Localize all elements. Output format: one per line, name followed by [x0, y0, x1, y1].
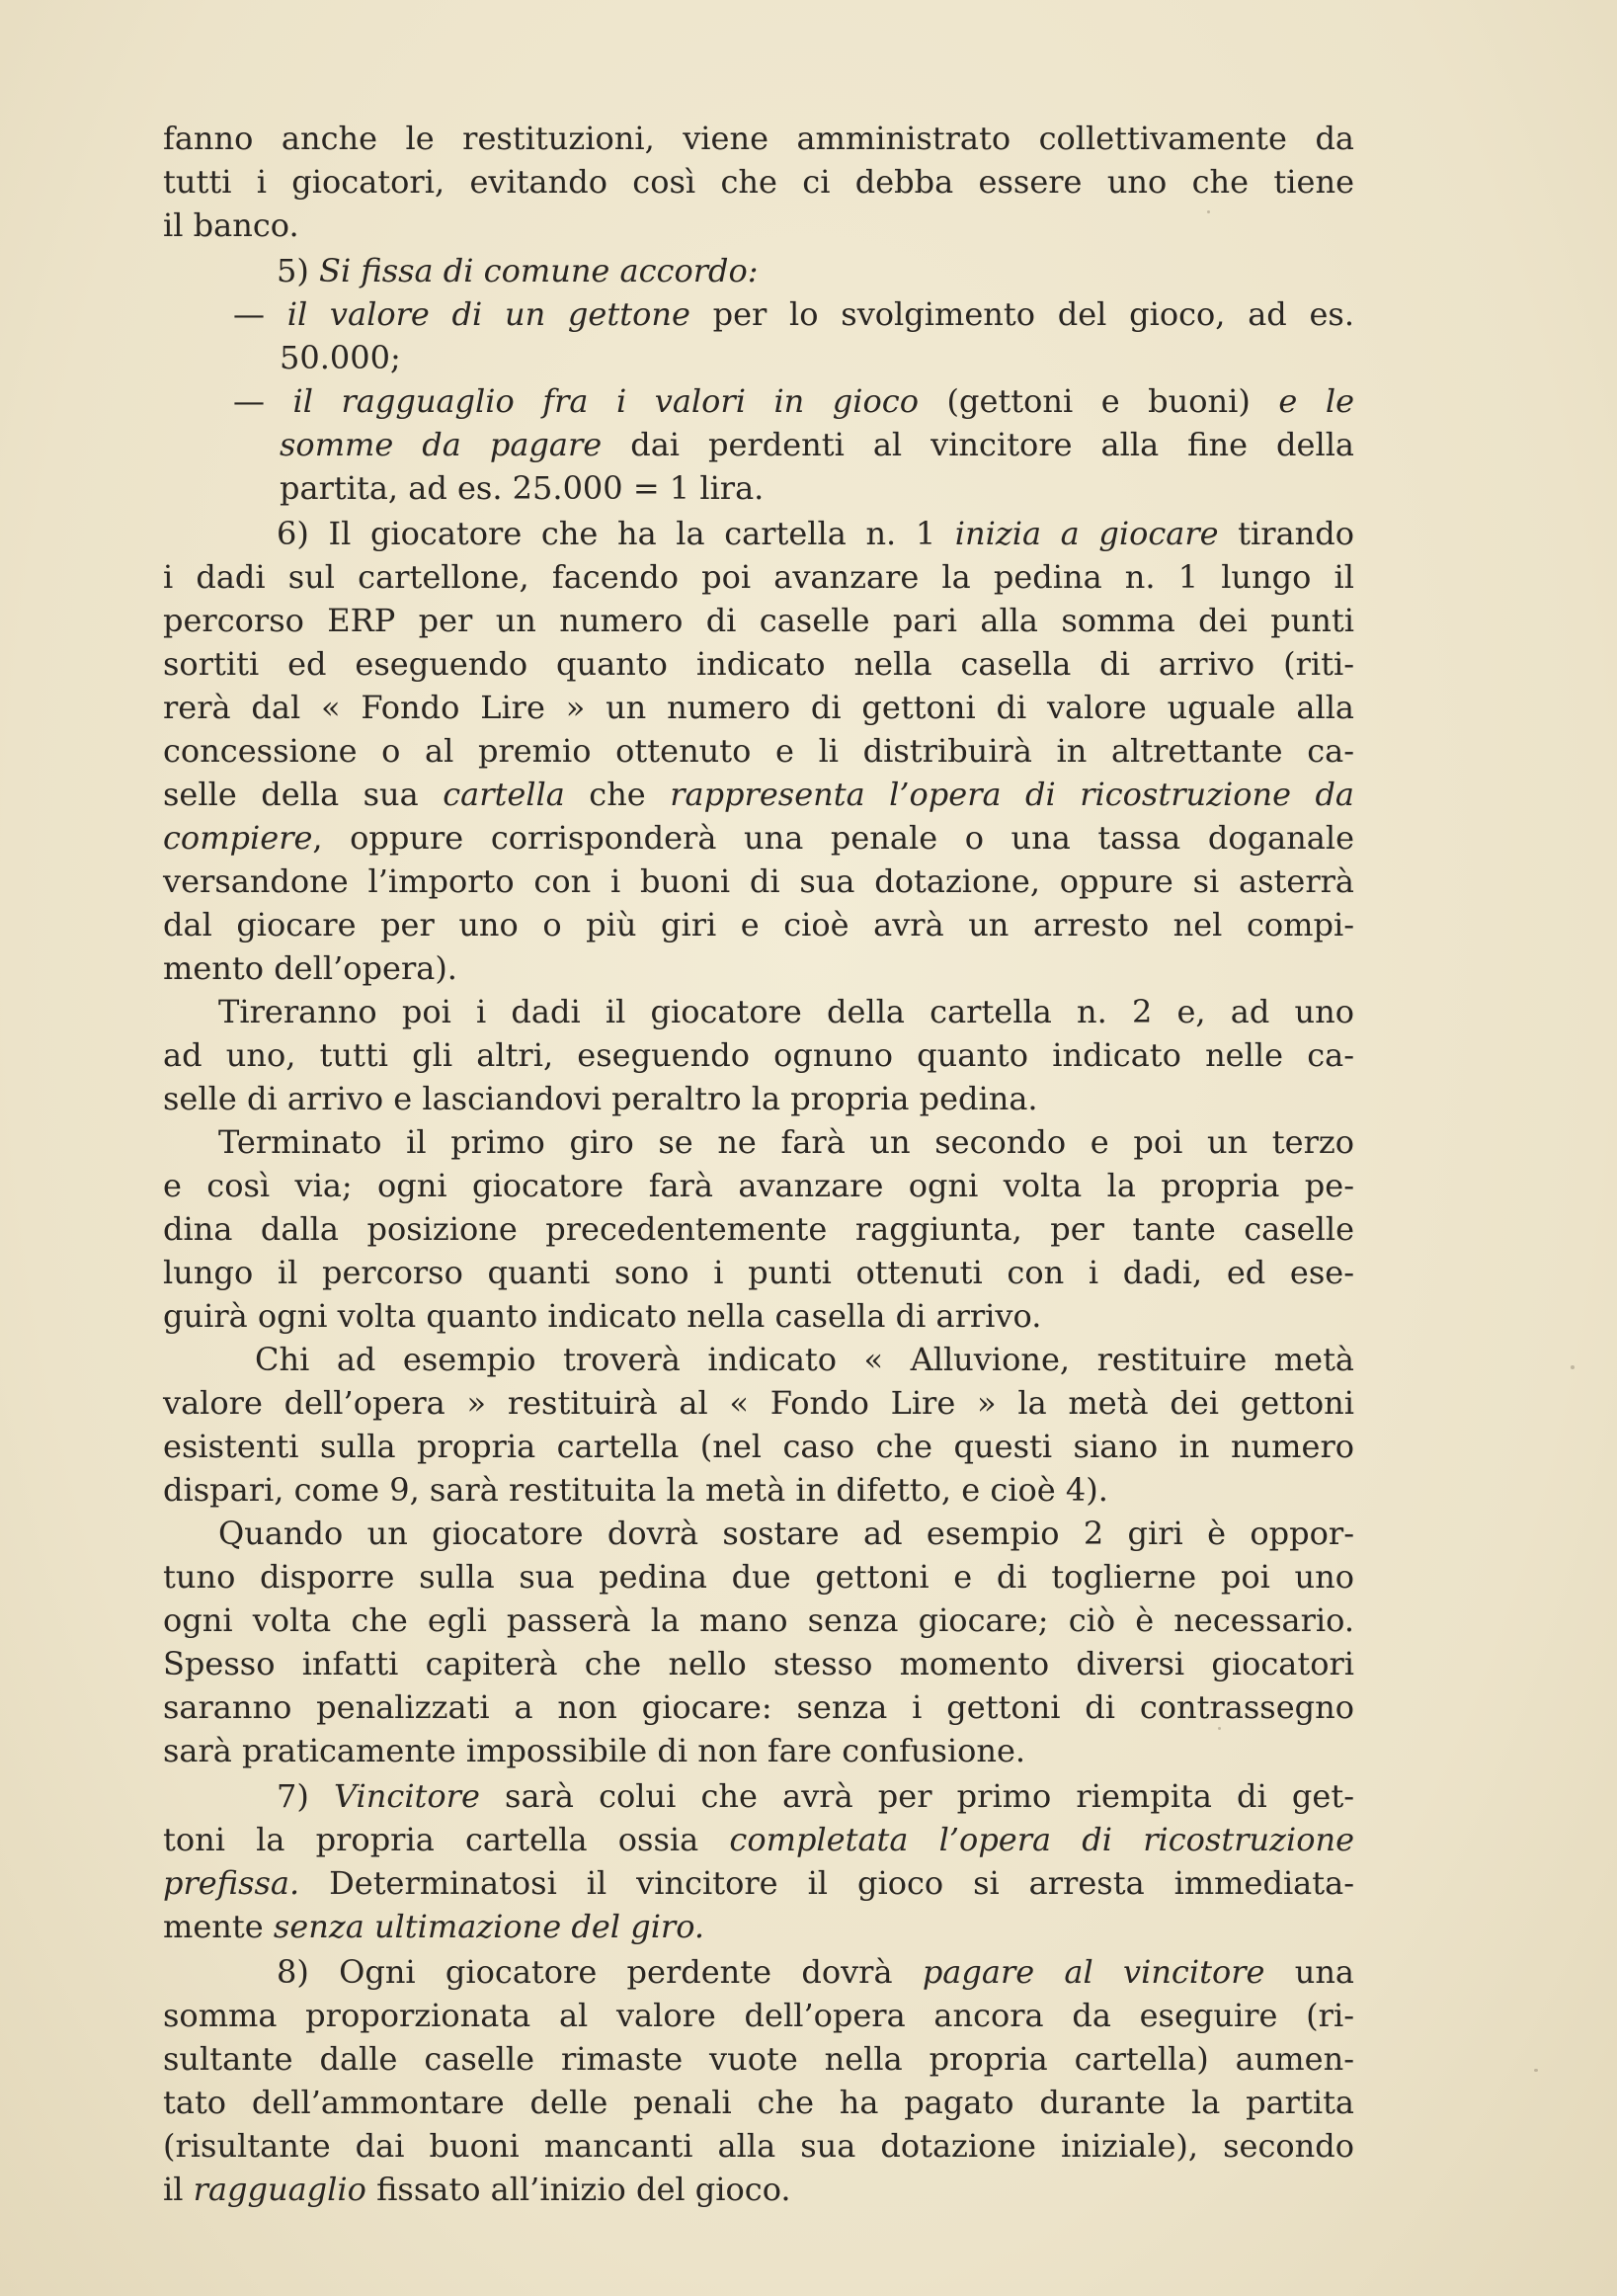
italic-text: prefissa. — [163, 1864, 300, 1902]
italic-text: Si fissa di comune accordo: — [319, 252, 759, 289]
text-line — [163, 2037, 1354, 2081]
italic-text: il valore di un gettone — [286, 295, 690, 333]
text-run: 8) Ogni giocatore perdente dovrà — [277, 1953, 923, 1991]
italic-text: senza ultimazione del giro. — [273, 1908, 705, 1945]
text-line — [163, 2168, 1151, 2211]
text-run: ad uno, tutti gli altri, eseguendo ognuno quanto indicato nelle ca- — [163, 1036, 1354, 1074]
text-run: guirà ogni volta quanto indicato nella casella di arrivo. — [163, 1297, 1042, 1335]
italic-text: cartella — [443, 776, 565, 813]
text-line — [163, 1555, 1354, 1599]
text-run: dina dalla posizione precedentemente raggiunta, per tante caselle — [163, 1210, 1354, 1248]
text-run: versandone l’importo con i buoni di sua dotazione, oppure si asterrà — [163, 862, 1354, 900]
text-line — [163, 816, 1354, 860]
text-run: mento dell’opera). — [163, 949, 457, 987]
text-line — [163, 1077, 1151, 1120]
text-line — [277, 512, 1354, 555]
text-line — [163, 1251, 1354, 1294]
text-line — [163, 1729, 1151, 1772]
text-run: — — [233, 295, 287, 333]
text-line — [163, 1818, 1354, 1861]
text-run: lungo il percorso quanti sono i punti ottenuti con i dadi, ed ese- — [163, 1254, 1354, 1291]
text-run: per lo svolgimento del gioco, ad es. — [689, 295, 1355, 333]
text-run: fanno anche le restituzioni, viene amministrato collettivamente da — [163, 120, 1354, 157]
italic-text: compiere — [163, 819, 313, 857]
paper-speck — [1218, 1727, 1221, 1730]
italic-text: ragguaglio — [193, 2171, 366, 2208]
text-line — [163, 160, 1354, 204]
text-run: 5) — [277, 252, 320, 289]
text-line — [277, 249, 830, 292]
text-line — [163, 599, 1354, 642]
text-line — [163, 117, 1354, 160]
text-run: (risultante dai buoni mancanti alla sua dotazione iniziale), secondo — [163, 2127, 1354, 2165]
text-run: sarà colui che avrà per primo riempita di get- — [479, 1777, 1355, 1815]
text-run: tuno disporre sulla sua pedina due gettoni e di toglierne poi uno — [163, 1558, 1354, 1596]
text-run: fissato all’inizio del gioco. — [365, 2171, 791, 2208]
paper-speck — [1571, 1365, 1575, 1369]
text-run: una — [1264, 1953, 1355, 1991]
text-line — [163, 860, 1354, 903]
text-line — [218, 1512, 1354, 1555]
text-run: Determinatosi il vincitore il gioco si arresta immediata- — [299, 1864, 1354, 1902]
text-run: partita, ad es. 25.000 = 1 lira. — [280, 469, 765, 507]
text-line — [218, 990, 1354, 1033]
text-line — [163, 1294, 1200, 1338]
text-line — [163, 204, 420, 247]
text-run: saranno penalizzati a non giocare: senza i gettoni di contrassegno — [163, 1688, 1354, 1726]
text-line — [163, 1207, 1354, 1251]
text-line — [163, 1381, 1354, 1425]
text-run: sarà praticamente impossibile di non fare confusione. — [163, 1732, 1026, 1769]
italic-text: somme da pagare — [280, 426, 603, 463]
text-run: valore dell’opera » restituirà al « Fondo Lire » la metà dei gettoni — [163, 1384, 1354, 1422]
italic-text: e le — [1278, 382, 1355, 420]
italic-text: pagare al vincitore — [922, 1953, 1265, 1991]
text-line — [163, 1425, 1354, 1468]
paper-speck — [1534, 2069, 1538, 2072]
text-run: esistenti sulla propria cartella (nel caso che questi siano in numero — [163, 1428, 1354, 1465]
text-run: selle della sua — [163, 776, 444, 813]
text-run: tato dell’ammontare delle penali che ha pagato durante la partita — [163, 2084, 1354, 2121]
text-run: Chi ad esempio troverà indicato « Alluvione, restituire metà — [255, 1341, 1354, 1378]
text-run: il — [163, 2171, 194, 2208]
text-line — [163, 729, 1354, 773]
text-line — [163, 555, 1354, 599]
text-run: , oppure corrisponderà una penale o una tassa doganale — [312, 819, 1354, 857]
text-line — [277, 1950, 1354, 1994]
text-line — [163, 1033, 1354, 1077]
italic-text: completata l’opera di ricostruzione — [729, 1821, 1355, 1858]
text-run: Quando un giocatore dovrà sostare ad esempio 2 giri è oppor- — [218, 1515, 1354, 1552]
text-line — [280, 423, 1354, 466]
text-run: Tireranno poi i dadi il giocatore della cartella n. 2 e, ad uno — [218, 993, 1354, 1030]
text-line — [280, 336, 497, 379]
text-run: il banco. — [163, 206, 299, 244]
text-run: (gettoni e buoni) — [918, 382, 1279, 420]
text-run: tutti i giocatori, evitando così che ci debba essere uno che tiene — [163, 163, 1354, 201]
text-run: concessione o al premio ottenuto e li distribuirà in altrettante ca- — [163, 732, 1354, 770]
text-line — [163, 903, 1354, 946]
text-run: Spesso infatti capiterà che nello stesso momento diversi giocatori — [163, 1645, 1354, 1682]
text-run: tirando — [1218, 515, 1354, 552]
italic-text: rappresenta l’opera di ricostruzione da — [670, 776, 1355, 813]
text-run: selle di arrivo e lasciandovi peraltro la propria pedina. — [163, 1080, 1038, 1117]
text-run: e così via; ogni giocatore farà avanzare ogni volta la propria pe- — [163, 1167, 1354, 1204]
text-line — [163, 2124, 1354, 2168]
text-line — [255, 1338, 1354, 1381]
text-run: sultante dalle caselle rimaste vuote nella propria cartella) aumen- — [163, 2040, 1354, 2078]
text-line — [163, 1685, 1354, 1729]
italic-text: Vincitore — [334, 1777, 480, 1815]
text-run: dispari, come 9, sarà restituita la metà in difetto, e cioè 4). — [163, 1471, 1108, 1509]
text-run: — — [233, 382, 293, 420]
text-line — [163, 1994, 1354, 2037]
text-run: rerà dal « Fondo Lire » un numero di gettoni di valore uguale alla — [163, 689, 1354, 726]
text-run: 6) Il giocatore che ha la cartella n. 1 — [277, 515, 955, 552]
paper-speck — [1207, 210, 1210, 213]
text-line — [163, 1468, 1200, 1512]
text-line — [163, 773, 1354, 816]
text-run: mente — [163, 1908, 274, 1945]
text-line — [163, 2081, 1354, 2124]
text-line — [163, 1599, 1354, 1642]
text-run: 50.000; — [280, 339, 401, 376]
text-run: 7) — [277, 1777, 334, 1815]
text-run: toni la propria cartella ossia — [163, 1821, 730, 1858]
text-run: Terminato il primo giro se ne farà un secondo e poi un terzo — [218, 1123, 1354, 1161]
text-line — [163, 642, 1354, 686]
text-run: ogni volta che egli passerà la mano senza giocare; ciò è necessario. — [163, 1601, 1354, 1639]
text-line — [218, 1120, 1354, 1164]
italic-text: il ragguaglio fra i valori in gioco — [292, 382, 919, 420]
text-run: che — [564, 776, 671, 813]
italic-text: inizia a giocare — [954, 515, 1219, 552]
text-line — [163, 946, 558, 990]
text-line — [233, 379, 1354, 423]
text-run: sortiti ed eseguendo quanto indicato nella casella di arrivo (riti- — [163, 645, 1354, 683]
text-run: somma proporzionata al valore dell’opera ancora da eseguire (ri- — [163, 1997, 1354, 2034]
text-line — [163, 1905, 756, 1948]
text-line — [163, 1861, 1354, 1905]
text-run: i dadi sul cartellone, facendo poi avanzare la pedina n. 1 lungo il — [163, 558, 1354, 596]
text-run: percorso ERP per un numero di caselle pari alla somma dei punti — [163, 602, 1354, 639]
text-run: dai perdenti al vincitore alla fine della — [602, 426, 1355, 463]
text-line — [163, 1642, 1354, 1685]
text-line — [163, 686, 1354, 729]
text-line — [277, 1774, 1354, 1818]
text-run: dal giocare per uno o più giri e cioè avrà un arresto nel compi- — [163, 906, 1354, 943]
text-line — [163, 1164, 1354, 1207]
text-line — [280, 466, 872, 510]
text-line — [233, 292, 1354, 336]
